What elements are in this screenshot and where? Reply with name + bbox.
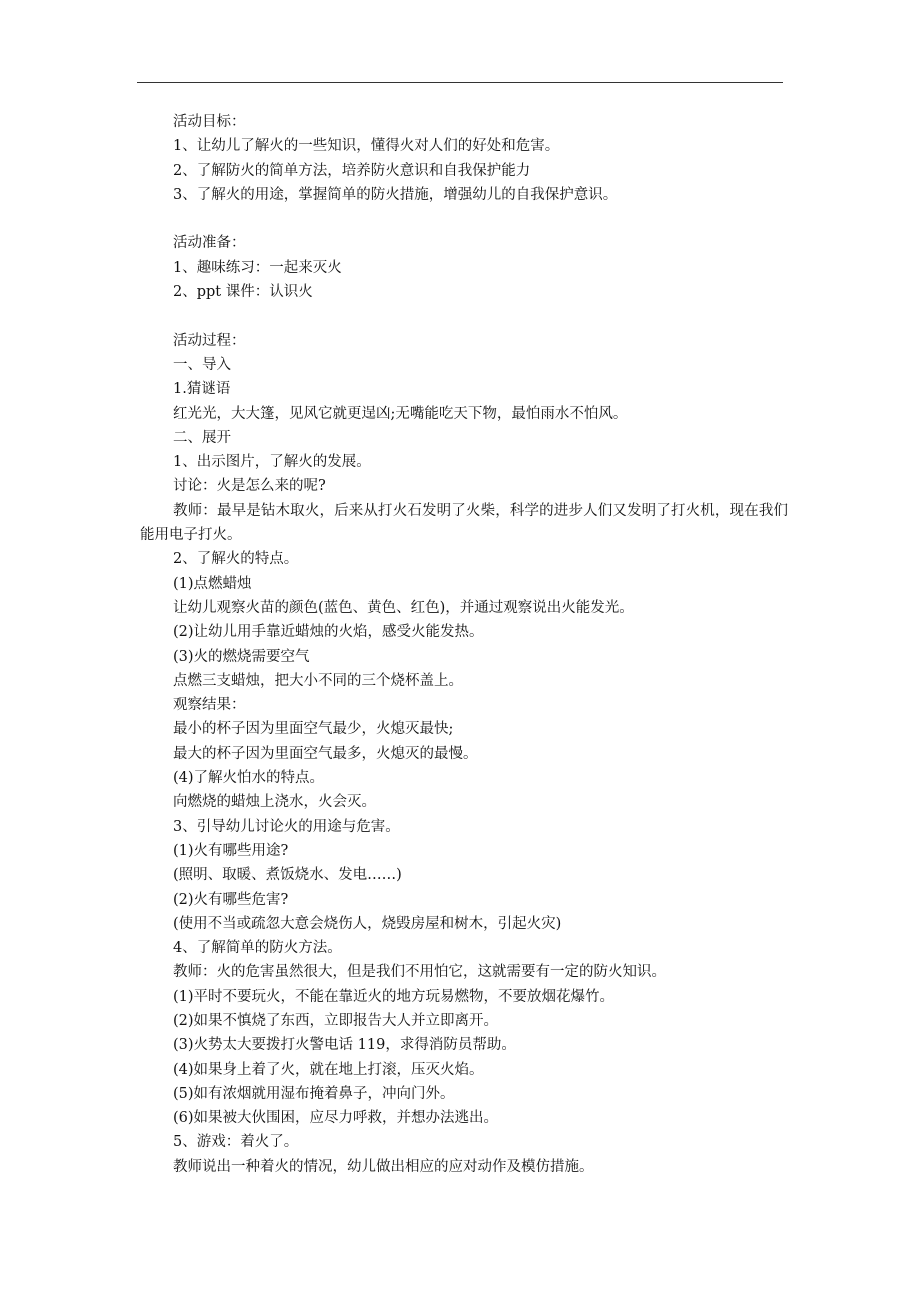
process-line: (1)平时不要玩火，不能在靠近火的地方玩易燃物，不要放烟花爆竹。 (173, 988, 615, 1005)
process-line: 观察结果： (173, 697, 246, 714)
process-line: (6)如果被大伙围困，应尽力呼救，并想办法逃出。 (173, 1110, 499, 1127)
process-line: 4、了解简单的防火方法。 (173, 940, 342, 957)
goals-heading: 活动目标： (173, 114, 246, 130)
process-line: (2)火有哪些危害? (173, 891, 289, 908)
process-line: (2)如果不慎烧了东西，立即报告大人并立即离开。 (173, 1012, 499, 1029)
process-line: 红光光，大大篷，见风它就更逞凶;无嘴能吃天下物，最怕雨水不怕风。 (173, 405, 628, 422)
prep-item: 2、ppt 课件：认识火 (173, 284, 313, 301)
prep-heading: 活动准备： (173, 235, 246, 252)
header-rule (137, 82, 783, 83)
process-line: 教师：最早是钻木取火，后来从打火石发明了火柴，科学的进步人们又发明了打火机，现在我们能用电子打火。 (140, 502, 788, 544)
process-line: 二、展开 (173, 429, 231, 446)
process-line: 向燃烧的蜡烛上浇水，火会灭。 (173, 794, 376, 811)
process-line: 2、了解火的特点。 (173, 551, 299, 568)
goal-item: 3、了解火的用途，掌握简单的防火措施，增强幼儿的自我保护意识。 (173, 186, 618, 203)
process-line: 让幼儿观察火苗的颜色(蓝色、黄色、红色)，并通过观察说出火能发光。 (173, 599, 634, 616)
process-line: (3)火的燃烧需要空气 (173, 648, 310, 665)
process-line: 最大的杯子因为里面空气最多，火熄灭的最慢。 (173, 745, 478, 762)
process-line: 1.猜谜语 (173, 381, 231, 398)
section-gap (140, 207, 788, 231)
process-heading: 活动过程： (173, 332, 246, 349)
goal-item: 2、了解防火的简单方法，培养防火意识和自我保护能力 (173, 162, 531, 179)
process-line: (1)点燃蜡烛 (173, 575, 252, 592)
process-line: 讨论：火是怎么来的呢? (173, 478, 326, 495)
section-gap (140, 304, 788, 328)
goal-item: 1、让幼儿了解火的一些知识，懂得火对人们的好处和危害。 (173, 138, 560, 155)
process-line: (4)如果身上着了火，就在地上打滚，压灭火焰。 (173, 1061, 484, 1078)
process-line: 教师说出一种着火的情况，幼儿做出相应的应对动作及模仿措施。 (173, 1158, 594, 1175)
process-line: 教师：火的危害虽然很大，但是我们不用怕它，这就需要有一定的防火知识。 (173, 964, 666, 981)
document-body (140, 110, 788, 1179)
process-line: (使用不当或疏忽大意会烧伤人，烧毁房屋和树木，引起火灾) (173, 915, 562, 932)
process-line: (1)火有哪些用途? (173, 842, 289, 859)
process-line: (2)让幼儿用手靠近蜡烛的火焰，感受火能发热。 (173, 624, 484, 641)
process-line: 最小的杯子因为里面空气最少，火熄灭最快; (173, 721, 454, 738)
process-line: (4)了解火怕水的特点。 (173, 770, 325, 787)
process-line: (3)火势太大要拨打火警电话 119，求得消防员帮助。 (173, 1037, 516, 1054)
process-line: 1、出示图片，了解火的发展。 (173, 454, 371, 471)
prep-item: 1、趣味练习：一起来灭火 (173, 259, 342, 276)
process-line: (照明、取暖、煮饭烧水、发电……) (173, 867, 402, 884)
process-line: 3、引导幼儿讨论火的用途与危害。 (173, 818, 400, 835)
process-line: 点燃三支蜡烛，把大小不同的三个烧杯盖上。 (173, 672, 463, 689)
process-line: (5)如有浓烟就用湿布掩着鼻子，冲向门外。 (173, 1085, 455, 1102)
process-line: 5、游戏：着火了。 (173, 1134, 299, 1151)
process-line: 一、导入 (173, 356, 231, 373)
